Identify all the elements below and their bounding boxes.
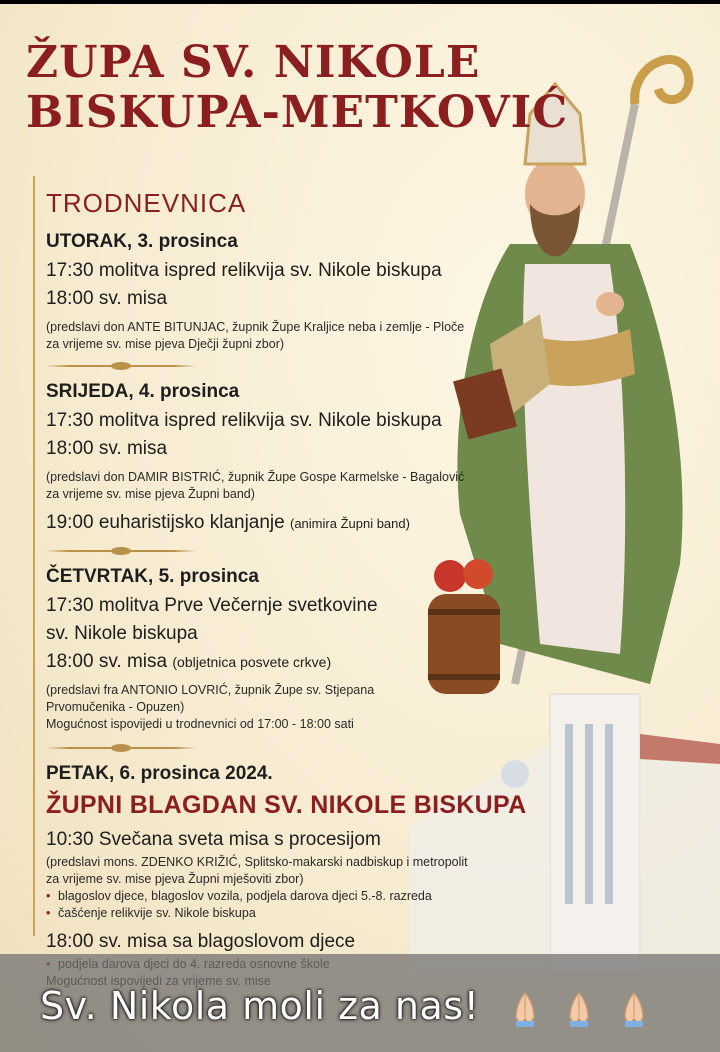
emoji-group bbox=[498, 984, 649, 1029]
folded-hands-icon bbox=[510, 989, 540, 1029]
caption bbox=[40, 984, 649, 1029]
note-line: Mogućnost ispovijedi u trodnevnici od 17:00 - 18:00 sati bbox=[46, 717, 354, 731]
schedule-line: 10:30 Svečana sveta misa s procesijom bbox=[46, 829, 381, 850]
caption-text: Sv. Nikola moli za nas! bbox=[40, 984, 480, 1028]
schedule-line: 17:30 molitva ispred relikvija sv. Nikole biskupa bbox=[46, 410, 442, 431]
day-heading: ČETVRTAK, 5. prosinca bbox=[46, 566, 259, 587]
poster bbox=[0, 4, 720, 1052]
adoration-note: (animira Župni band) bbox=[290, 516, 410, 531]
note-line: (predslavi don DAMIR BISTRIĆ, župnik Župe Gospe Karmelske - Bagalović bbox=[46, 470, 465, 484]
title-line-1: ŽUPA SV. NIKOLE bbox=[26, 37, 481, 88]
feast-title: ŽUPNI BLAGDAN SV. NIKOLE BISKUPA bbox=[46, 791, 527, 819]
mass-note: (obljetnica posvete crkve) bbox=[172, 654, 332, 670]
adoration-main: 19:00 euharistijsko klanjanje bbox=[46, 512, 285, 533]
note-line: (predslavi fra ANTONIO LOVRIĆ, župnik Župe sv. Stjepana bbox=[46, 683, 375, 697]
schedule-line: 17:30 molitva ispred relikvija sv. Nikole biskupa bbox=[46, 260, 442, 281]
decorative-frame-line bbox=[33, 176, 35, 936]
folded-hands-icon bbox=[619, 989, 649, 1029]
folded-hands-icon bbox=[564, 989, 594, 1029]
day-heading: UTORAK, 3. prosinca bbox=[46, 231, 238, 252]
title-line-2: BISKUPA-METKOVIĆ bbox=[26, 87, 569, 138]
note-line: za vrijeme sv. mise pjeva Župni mješoviti zbor) bbox=[46, 872, 304, 886]
day-block-wednesday bbox=[46, 381, 566, 538]
schedule-line: 18:00 sv. misa bbox=[46, 438, 168, 459]
day-heading: PETAK, 6. prosinca 2024. bbox=[46, 763, 273, 784]
schedule-line: sv. Nikole biskupa bbox=[46, 623, 198, 644]
mass-main: 18:00 sv. misa bbox=[46, 651, 168, 672]
note-line: Prvomučenika - Opuzen) bbox=[46, 700, 185, 714]
mass-line bbox=[46, 648, 566, 676]
schedule-line: 18:00 sv. misa bbox=[46, 288, 168, 309]
ornament-divider bbox=[46, 550, 196, 552]
ornament-divider bbox=[46, 747, 196, 749]
note-line: za vrijeme sv. mise pjeva Župni band) bbox=[46, 487, 255, 501]
note-line: za vrijeme sv. mise pjeva Dječji župni zbor) bbox=[46, 337, 285, 351]
note-line: (predslavi mons. ZDENKO KRIŽIĆ, Splitsko-makarski nadbiskup i metropolit bbox=[46, 855, 468, 869]
bullet-item: • čašćenje relikvije sv. Nikole biskupa bbox=[46, 905, 566, 922]
day-block-tuesday bbox=[46, 231, 566, 353]
bullet-item: • blagoslov djece, blagoslov vozila, podjela darova djeci 5.-8. razreda bbox=[46, 888, 566, 905]
ornament-divider bbox=[46, 365, 196, 367]
schedule-content bbox=[46, 188, 566, 990]
day-block-thursday bbox=[46, 566, 566, 733]
schedule-line: 18:00 sv. misa sa blagoslovom djece bbox=[46, 931, 356, 952]
note-line: (predslavi don ANTE BITUNJAC, župnik Župe Kraljice neba i zemlje - Ploče bbox=[46, 320, 465, 334]
adoration-line bbox=[46, 509, 566, 538]
parish-title bbox=[26, 38, 568, 138]
schedule-line: 17:30 molitva Prve Večernje svetkovine bbox=[46, 595, 378, 616]
section-title: TRODNEVNICA bbox=[46, 188, 247, 218]
day-heading: SRIJEDA, 4. prosinca bbox=[46, 381, 240, 402]
